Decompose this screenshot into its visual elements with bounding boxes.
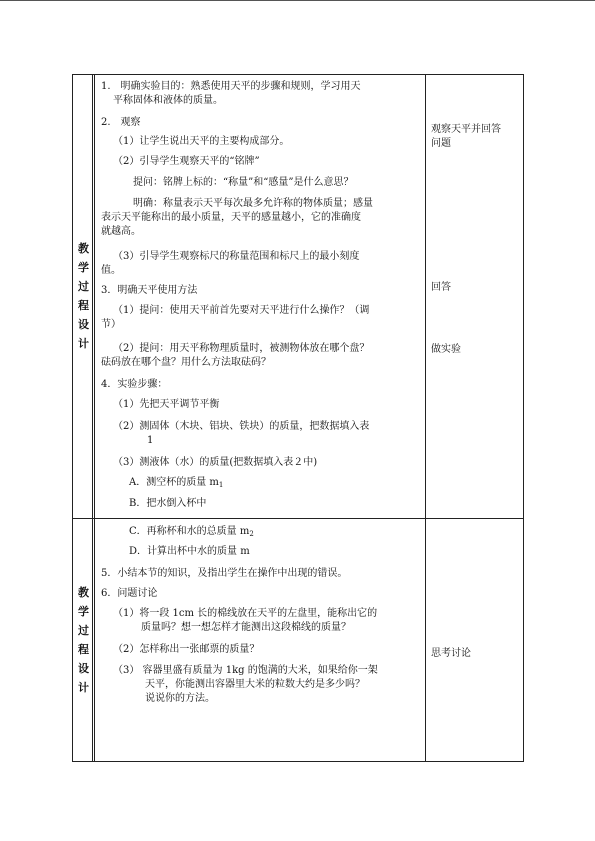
- text-line: 天平，你能测出容器里大米的粒数大约是多少吗？: [145, 679, 365, 690]
- lesson-table-part-2: [72, 518, 524, 762]
- section-label-cell: [73, 519, 95, 761]
- teacher-activity-cell: [95, 519, 426, 761]
- section-label-char: 教: [78, 242, 89, 255]
- text-line: 值。: [101, 265, 121, 276]
- text-line: 明确：称量表示天平每次最多允许称的物体质量；感量: [133, 198, 373, 209]
- text-line: 表示天平能称出的最小质量，天平的感量越小，它的准确度: [101, 212, 361, 223]
- section-label-char: 设: [78, 318, 89, 331]
- note-line: 回答: [431, 282, 451, 293]
- text-line: B．把水倒入杯中: [129, 498, 207, 509]
- text-line: 平称固体和液体的质量。: [113, 95, 223, 106]
- text-line: （1）将一段 1cm 长的棉线放在天平的左盘里，能称出它的: [113, 608, 378, 619]
- section-label: [73, 583, 94, 697]
- text-line: 4．实验步骤：: [101, 379, 168, 390]
- text-line: 3．明确天平使用方法: [101, 285, 198, 296]
- section-label-char: 学: [78, 605, 89, 618]
- note-line: 做实验: [431, 344, 461, 355]
- section-label-char: 过: [78, 624, 89, 637]
- section-label-char: 教: [78, 586, 89, 599]
- section-label-char: 过: [78, 280, 89, 293]
- section-label-char: 程: [78, 643, 89, 656]
- text-line: [129, 525, 254, 541]
- text-line: 节）: [101, 319, 121, 330]
- section-label-char: 学: [78, 261, 89, 274]
- text-line: 提问：铭牌上标的：“称量”和“感量”是什么意思？: [133, 177, 354, 188]
- text-line: （2）提问：用天平称物理质量时，被测物体放在哪个盘？: [113, 343, 370, 354]
- text-line: 就越高。: [101, 226, 141, 237]
- step-c-text: C．再称杯和水的总质量 m: [129, 526, 250, 537]
- note-line: 思考讨论: [431, 648, 471, 659]
- section-label-char: 程: [78, 299, 89, 312]
- text-line: （2）引导学生观察天平的“铭牌”: [113, 156, 260, 167]
- section-label-char: 设: [78, 662, 89, 675]
- text-line: （2）测固体（木块、铝块、铁块）的质量，把数据填入表: [113, 421, 370, 432]
- text-line: 说说你的方法。: [145, 693, 215, 704]
- text-line: （1）先把天平调节平衡: [113, 399, 220, 410]
- note-line: 观察天平并回答: [431, 124, 501, 135]
- student-activity-cell: [426, 75, 523, 518]
- text-line: 质量吗？想一想怎样才能测出这段棉线的质量？: [141, 622, 351, 633]
- text-line: （2）怎样称出一张邮票的质量？: [113, 644, 260, 655]
- step-a-text: A．测空杯的质量 m: [129, 477, 219, 488]
- text-line: （3）引导学生观察标尺的称量范围和标尺上的最小刻度: [113, 251, 360, 262]
- section-label-char: 计: [78, 681, 89, 694]
- subscript: 2: [249, 530, 254, 538]
- text-line: 5．小结本节的知识，及指出学生在操作中出现的错误。: [101, 568, 348, 579]
- section-label-char: 计: [78, 337, 89, 350]
- text-line: 1. 明确实验目的：熟悉使用天平的步骤和规则，学习用天: [101, 81, 361, 92]
- section-label-cell: [73, 75, 95, 518]
- page-top-rule: [0, 0, 595, 1]
- text-line: 2. 观察: [101, 117, 141, 128]
- text-line: （3） 容器里盛有质量为 1kg 的饱满的大米，如果给你一架: [113, 665, 378, 676]
- note-line: 问题: [431, 138, 451, 149]
- text-line: 1: [147, 435, 154, 446]
- subscript: 1: [218, 481, 224, 489]
- text-line: （1）提问：使用天平前首先要对天平进行什么操作？（调: [113, 305, 370, 316]
- teacher-activity-cell: [95, 75, 426, 518]
- text-line: [129, 476, 223, 492]
- text-line: （1）让学生说出天平的主要构成部分。: [113, 136, 290, 147]
- lesson-table-part-1: [72, 74, 524, 519]
- section-label: [73, 239, 94, 353]
- text-line: 6．问题讨论: [101, 588, 158, 599]
- text-line: 砝码放在哪个盘？用什么方法取砝码？: [101, 357, 271, 368]
- student-activity-cell: [426, 519, 523, 761]
- text-line: （3）测液体（水）的质量(把数据填入表２中): [113, 457, 318, 468]
- text-line: D．计算出杯中水的质量 m: [129, 546, 250, 557]
